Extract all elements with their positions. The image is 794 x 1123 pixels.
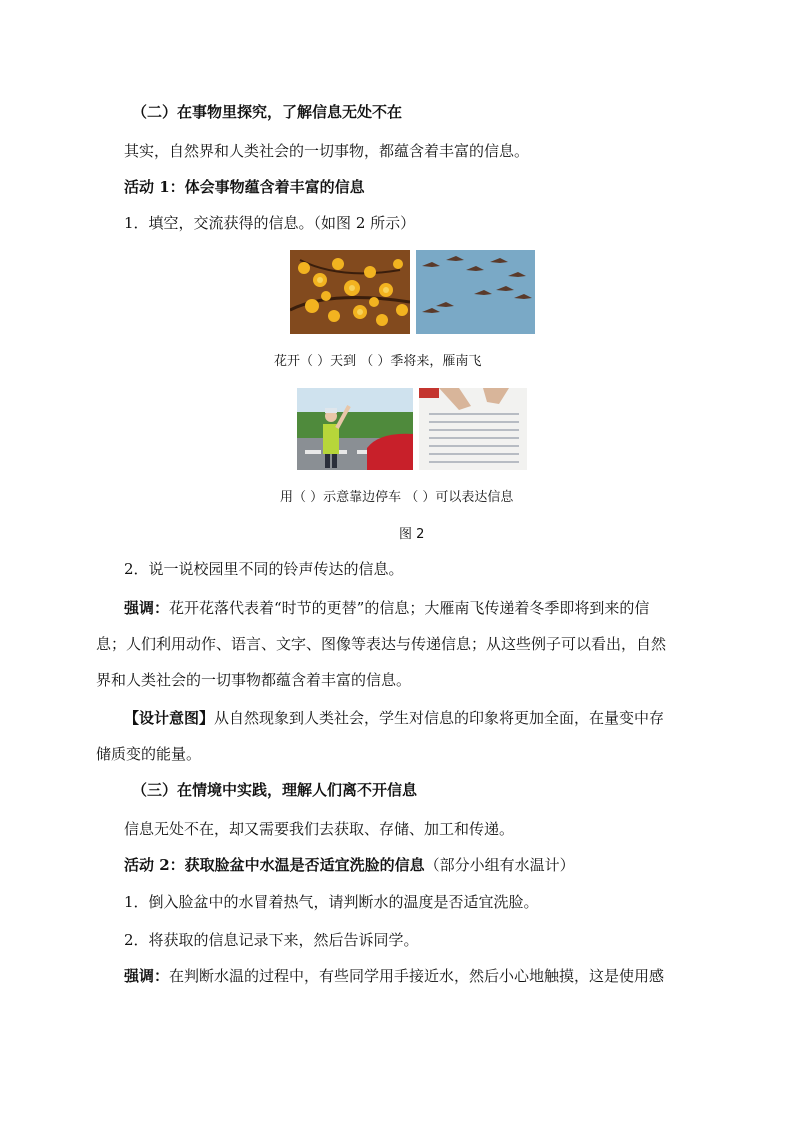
activity-1-label: 活动 1：体会事物蕴含着丰富的信息: [124, 178, 365, 196]
activity-1-item-2: 2．说一说校园里不同的铃声传达的信息。: [124, 560, 404, 578]
section-intro-2: 其实，自然界和人类社会的一切事物，都蕴含着丰富的信息。: [124, 142, 530, 160]
emphasis-2-line-1: [124, 966, 664, 986]
emphasis-1-line-2: 息；人们利用动作、语言、文字、图像等表达与传递信息；从这些例子可以看出，自然: [96, 635, 667, 653]
activity-2-label: 活动 2：获取脸盆中水温是否适宜洗脸的信息: [124, 856, 425, 874]
activity-2-note: （部分小组有水温计）: [424, 856, 575, 874]
emphasis-1-line-1: [124, 598, 649, 618]
flowers-photo: [290, 250, 410, 334]
activity-2-line: [124, 855, 575, 875]
design-intent-line-1: [124, 708, 664, 728]
activity-2-item-1: 1．倒入脸盆中的水冒着热气，请判断水的温度是否适宜洗脸。: [124, 893, 539, 911]
emphasis-1-line-3: 界和人类社会的一切事物都蕴含着丰富的信息。: [96, 671, 412, 689]
figure-caption-row-1: 花开（ ）天到 （ ）季将来，雁南飞: [274, 354, 482, 369]
emphasis-text: 在判断水温的过程中，有些同学用手接近水，然后小心地触摸，这是使用感: [169, 967, 665, 985]
design-intent-line-2: 储质变的能量。: [96, 745, 202, 763]
figure-label: 图 2: [399, 527, 425, 542]
emphasis-text: 花开花落代表着“时节的更替”的信息；大雁南飞传递着冬季即将到来的信: [169, 599, 650, 617]
police-photo: [297, 388, 413, 470]
writing-photo: [419, 388, 527, 470]
geese-photo: [416, 250, 535, 334]
emphasis-label: 强调：: [124, 599, 170, 617]
design-intent-label: 【设计意图】: [124, 709, 215, 727]
section-heading-3: （三）在情境中实践，理解人们离不开信息: [132, 781, 418, 799]
activity-2-item-2: 2．将获取的信息记录下来，然后告诉同学。: [124, 931, 419, 949]
emphasis-label: 强调：: [124, 967, 170, 985]
section-intro-3: 信息无处不在，却又需要我们去获取、存储、加工和传递。: [124, 820, 515, 838]
activity-1-item-1: 1．填空，交流获得的信息。（如图 2 所示）: [124, 214, 416, 232]
design-intent-text: 从自然现象到人类社会，学生对信息的印象将更加全面，在量变中存: [214, 709, 665, 727]
figure-caption-row-2: 用（ ）示意靠边停车 （ ）可以表达信息: [280, 490, 514, 505]
section-heading-2: （二）在事物里探究，了解信息无处不在: [132, 103, 403, 121]
